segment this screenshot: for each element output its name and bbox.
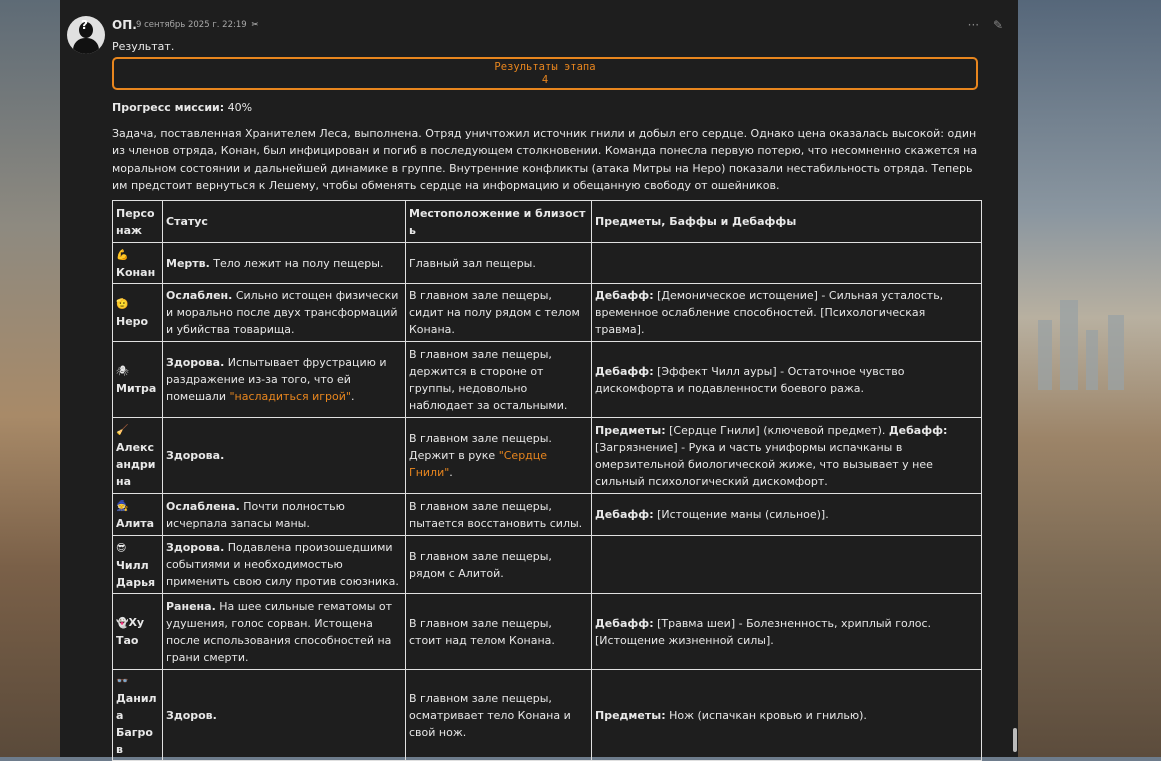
header-location: Местоположение и близость	[406, 201, 592, 243]
more-options-icon[interactable]: ···	[967, 18, 980, 32]
table-row	[113, 243, 982, 284]
character-name: Данила Багров	[116, 692, 157, 756]
location-cell: В главном зале пещеры, осматривает тело Конана и свой нож.	[406, 670, 592, 761]
table-row	[113, 536, 982, 594]
location-cell: В главном зале пещеры, держится в стороне от группы, недовольно наблюдает за остальными.	[406, 342, 592, 418]
summary-paragraph: Задача, поставленная Хранителем Леса, выполнена. Отряд уничтожил источник гнили и добыл его сердце. Однако цена оказалась высокой: один из членов отряда, Конан, был инфицирован и погиб в последующем столкновении. Команда понесла первую потерю, что несомненно скажется на моральном состоянии и дальнейшей динамике в группе. Внутренние конфликты (атака Митры на Неро) показали нестабильность отряда. Теперь им предстоит вернуться к Лешему, чтобы обменять сердце на информацию и обещанную свободу от ошейников.	[112, 127, 978, 192]
status-bold: Здоров.	[166, 708, 217, 722]
items-cell	[592, 670, 982, 761]
stage-results-box	[112, 57, 978, 90]
table-row	[113, 342, 982, 418]
character-name: Неро	[116, 315, 149, 328]
items-bold: Дебафф:	[595, 616, 654, 630]
character-cell	[113, 418, 163, 494]
scissors-icon: ✂	[251, 20, 259, 30]
status-text: Почти полностью исчерпала запасы маны.	[166, 499, 345, 530]
items-text: [Травма шеи] - Болезненность, хриплый голос. [Истощение жизненной силы].	[595, 616, 932, 647]
status-bold: Мертв.	[166, 256, 210, 270]
status-cell	[163, 418, 406, 494]
flexed-bicep-icon: 💪	[116, 249, 129, 261]
spider-icon: 🕷	[116, 366, 129, 377]
character-name: Митра	[116, 382, 157, 395]
location-text: В главном зале пещеры. Держит в руке	[409, 432, 552, 462]
location-cell: В главном зале пещеры, сидит на полу рядом с телом Конана.	[406, 284, 592, 342]
post-date	[136, 20, 259, 30]
location-cell	[406, 418, 592, 494]
location-highlight: "Сердце Гнили"	[409, 449, 548, 479]
items-cell	[592, 418, 982, 494]
location-cell: Главный зал пещеры.	[406, 243, 592, 284]
avatar-body	[73, 38, 99, 54]
status-text: Подавлена произошедшими событиями и необходимостью применить свою силу против союзника.	[166, 541, 399, 588]
status-text: На шее сильные гематомы от удушения, голос сорван. Истощена после использования способностей на грани смерти.	[166, 599, 393, 664]
items-text: [Эффект Чилл ауры] - Остаточное чувство дискомфорта и подавленности боевого ража.	[595, 364, 905, 395]
status-table	[112, 200, 982, 761]
stage-title: Результаты этапа	[494, 61, 596, 73]
avatar[interactable]	[67, 16, 105, 54]
items-text: [Демоническое истощение] - Сильная усталость, временное ослабление способностей. [Психологическая травма].	[595, 289, 944, 336]
sunglasses-face-icon: 😎	[116, 542, 127, 554]
status-end: .	[350, 390, 355, 403]
character-name: Ху Тао	[116, 616, 145, 647]
items-cell	[592, 494, 982, 536]
status-cell	[163, 284, 406, 342]
status-cell	[163, 494, 406, 536]
status-cell	[163, 536, 406, 594]
location-cell: В главном зале пещеры, стоит над телом Конана.	[406, 594, 592, 670]
status-text: Тело лежит на полу пещеры.	[209, 256, 384, 270]
status-bold: Ранена.	[166, 599, 216, 613]
broom-icon: 🧹	[116, 425, 129, 436]
background-left	[0, 0, 60, 757]
items-bold: Дебафф:	[595, 508, 654, 521]
status-highlight: "насладиться игрой"	[229, 390, 351, 403]
status-bold: Ослаблена.	[166, 499, 240, 513]
items-bold-2: Дебафф:	[888, 423, 948, 437]
post-date-text: 9 сентябрь 2025 г. 22:19	[136, 20, 247, 30]
status-bold: Здорова.	[166, 541, 225, 554]
items-bold: Предметы:	[595, 708, 666, 722]
progress-value: 40%	[227, 101, 253, 114]
rock-spire	[1108, 315, 1124, 390]
items-text: Нож (испачкан кровью и гнилью).	[665, 708, 867, 722]
character-name: Алита	[116, 517, 155, 530]
mage-icon: 🧙	[116, 501, 129, 512]
background-right	[1018, 0, 1161, 757]
character-cell	[113, 342, 163, 418]
result-label: Результат.	[112, 40, 175, 53]
character-cell	[113, 594, 163, 670]
progress-label: Прогресс миссии:	[112, 101, 225, 114]
character-name: Конан	[116, 265, 156, 279]
table-row	[113, 670, 982, 761]
items-cell	[592, 243, 982, 284]
location-cell: В главном зале пещеры, рядом с Алитой.	[406, 536, 592, 594]
location-end: .	[449, 466, 453, 479]
edit-icon[interactable]: ✎	[992, 18, 1003, 32]
author-name[interactable]: ОП.	[112, 18, 137, 32]
character-cell	[113, 243, 163, 284]
rock-spire	[1038, 320, 1052, 390]
items-cell	[592, 536, 982, 594]
character-name: Александрина	[116, 441, 156, 488]
items-bold: Предметы:	[595, 423, 666, 437]
post-tools	[958, 18, 1003, 32]
table-row	[113, 418, 982, 494]
mission-progress	[112, 101, 252, 114]
character-cell	[113, 494, 163, 536]
glasses-icon: 👓	[116, 676, 129, 687]
items-text: [Сердце Гнили] (ключевой предмет).	[665, 423, 889, 437]
status-cell	[163, 243, 406, 284]
status-bold: Здорова.	[166, 449, 225, 462]
avatar-question-mark: ?	[81, 18, 88, 32]
items-bold: Дебафф:	[595, 289, 654, 302]
header-character: Персонаж	[113, 201, 163, 243]
status-bold: Ослаблен.	[166, 289, 233, 302]
table-header-row	[113, 201, 982, 243]
status-bold: Здорова.	[166, 356, 225, 369]
status-cell	[163, 342, 406, 418]
header-status: Статус	[163, 201, 406, 243]
location-cell: В главном зале пещеры, пытается восстановить силы.	[406, 494, 592, 536]
character-cell	[113, 284, 163, 342]
items-cell	[592, 342, 982, 418]
table-row	[113, 594, 982, 670]
status-cell	[163, 594, 406, 670]
table-row	[113, 494, 982, 536]
items-text-2: [Загрязнение] - Рука и часть униформы испачканы в омерзительной биологической жиже, что вызывает у нее сильный психологический дискомфорт.	[595, 440, 933, 488]
status-text: Сильно истощен физически и морально после двух трансформаций и убийства товарища.	[166, 289, 399, 336]
rock-spire	[1060, 300, 1078, 390]
saluting-face-icon: 🫡	[116, 299, 129, 310]
table-row	[113, 284, 982, 342]
ghost-icon: 👻	[116, 618, 129, 629]
items-text: [Истощение маны (сильное)].	[653, 508, 829, 521]
character-cell	[113, 670, 163, 761]
scrollbar-thumb[interactable]	[1013, 728, 1017, 752]
character-cell	[113, 536, 163, 594]
header-items: Предметы, Баффы и Дебаффы	[592, 201, 982, 243]
status-text: Испытывает фрустрацию и раздражение из-за того, что ей помешали	[166, 356, 387, 403]
items-cell	[592, 284, 982, 342]
rock-spire	[1086, 330, 1098, 390]
status-cell	[163, 670, 406, 761]
stage-number: 4	[541, 74, 549, 86]
character-name: Чилл Дарья	[116, 558, 156, 589]
items-bold: Дебафф:	[595, 364, 654, 378]
items-cell	[592, 594, 982, 670]
